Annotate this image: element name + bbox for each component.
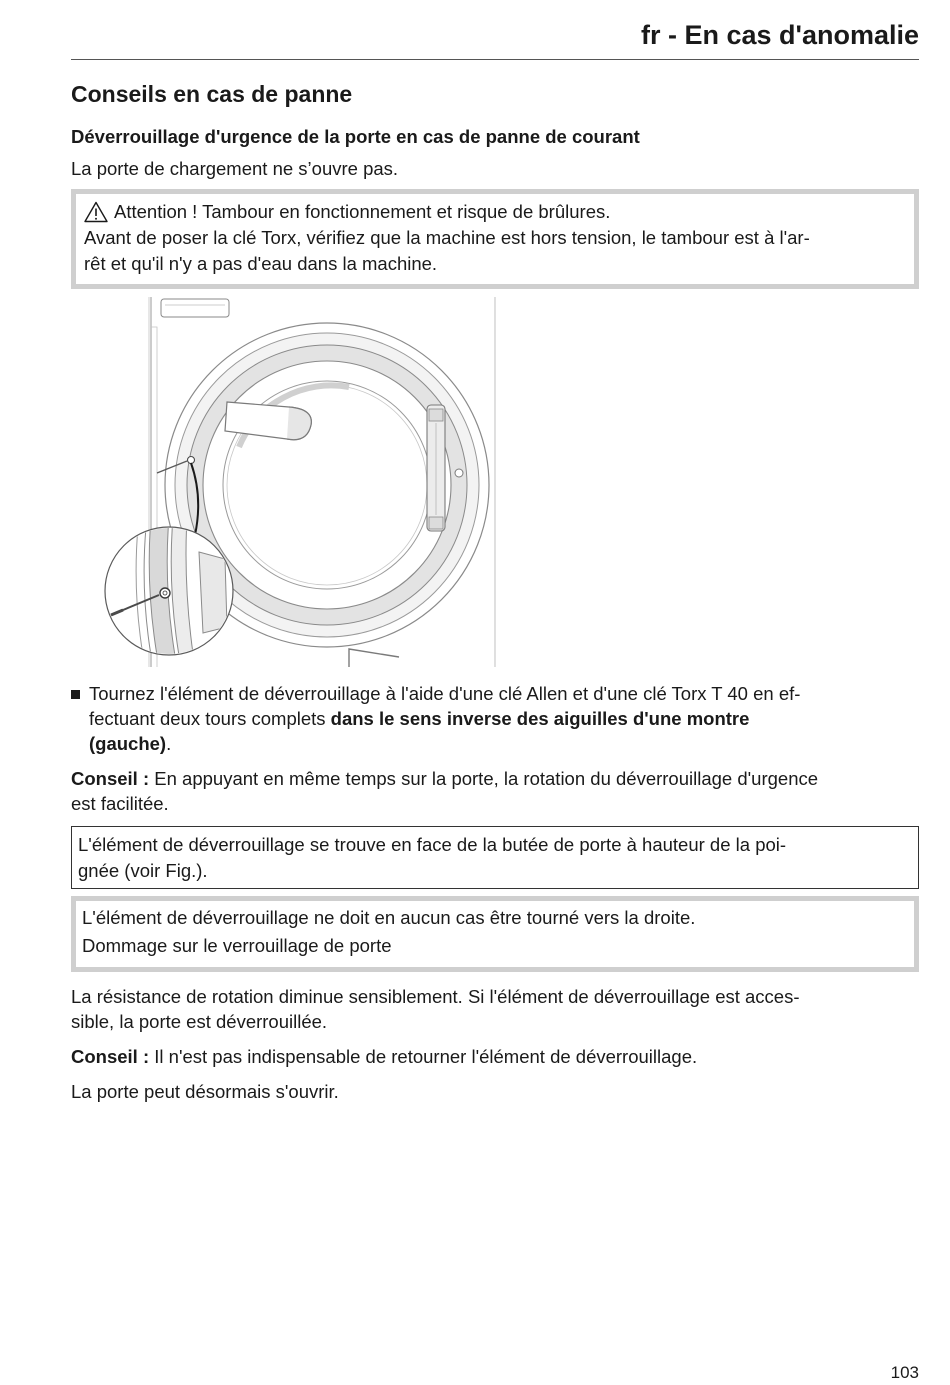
- warning-text-line-2: rêt et qu'il n'y a pas d'eau dans la machine.: [84, 253, 438, 274]
- instruction-list-item: [71, 681, 919, 756]
- instruction-emphasis-2: (gauche): [89, 733, 167, 754]
- washing-machine-door-illustration: [99, 297, 519, 667]
- warning-heading: Attention ! Tambour en fonctionnement et risque de brûlures.: [114, 201, 611, 222]
- instruction-end: .: [166, 733, 172, 754]
- page-content: [71, 78, 919, 1104]
- result-paragraph: [71, 984, 919, 1034]
- door-unlock-figure: [99, 297, 519, 667]
- note-text-line-1: L'élément de déverrouillage se trouve en face de la butée de porte à hauteur de la poi-: [78, 834, 787, 855]
- note-text-line-2: gnée (voir Fig.).: [78, 860, 208, 881]
- caution-box: [71, 896, 919, 972]
- warning-text-line-1: Avant de poser la clé Torx, vérifiez que la machine est hors tension, le tambour est à l'ar-: [84, 227, 810, 248]
- instruction-text-2: fectuant deux tours complets: [89, 708, 331, 729]
- caution-text-line-2: Dommage sur le verrouillage de porte: [82, 935, 392, 956]
- page-number: 103: [890, 1363, 919, 1382]
- tip-label-1: Conseil :: [71, 768, 150, 789]
- page-header-title: fr - En cas d'anomalie: [640, 20, 919, 50]
- note-box: [71, 826, 919, 889]
- caution-text-line-1: L'élément de déverrouillage ne doit en aucun cas être tourné vers la droite.: [82, 907, 696, 928]
- warning-box: [71, 189, 919, 289]
- header-divider: [71, 59, 919, 60]
- instruction-emphasis-1: dans le sens inverse des aiguilles d'une montre: [330, 708, 750, 729]
- warning-triangle-icon: [84, 201, 108, 223]
- tip-text-1b: est facilitée.: [71, 793, 169, 814]
- intro-text: La porte de chargement ne s’ouvre pas.: [71, 158, 399, 179]
- tip-paragraph-2: [71, 1044, 919, 1069]
- tip-text-2: Il n'est pas indispensable de retourner l'élément de déverrouillage.: [149, 1046, 698, 1067]
- section-title: Conseils en cas de panne: [71, 81, 353, 107]
- instruction-text-1: Tournez l'élément de déverrouillage à l'aide d'une clé Allen et d'une clé Torx T 40 en ef-: [89, 683, 801, 704]
- result-text-1: La résistance de rotation diminue sensiblement. Si l'élément de déverrouillage est acces-: [71, 986, 800, 1007]
- tip-text-1: En appuyant en même temps sur la porte, la rotation du déverrouillage d'urgence: [149, 768, 819, 789]
- subsection-title: Déverrouillage d'urgence de la porte en cas de panne de courant: [71, 126, 640, 147]
- square-bullet-icon: [71, 690, 80, 699]
- tip-label-2: Conseil :: [71, 1046, 150, 1067]
- result-text-2: sible, la porte est déverrouillée.: [71, 1011, 328, 1032]
- tip-paragraph-1: [71, 766, 919, 816]
- final-paragraph: La porte peut désormais s'ouvrir.: [71, 1081, 339, 1102]
